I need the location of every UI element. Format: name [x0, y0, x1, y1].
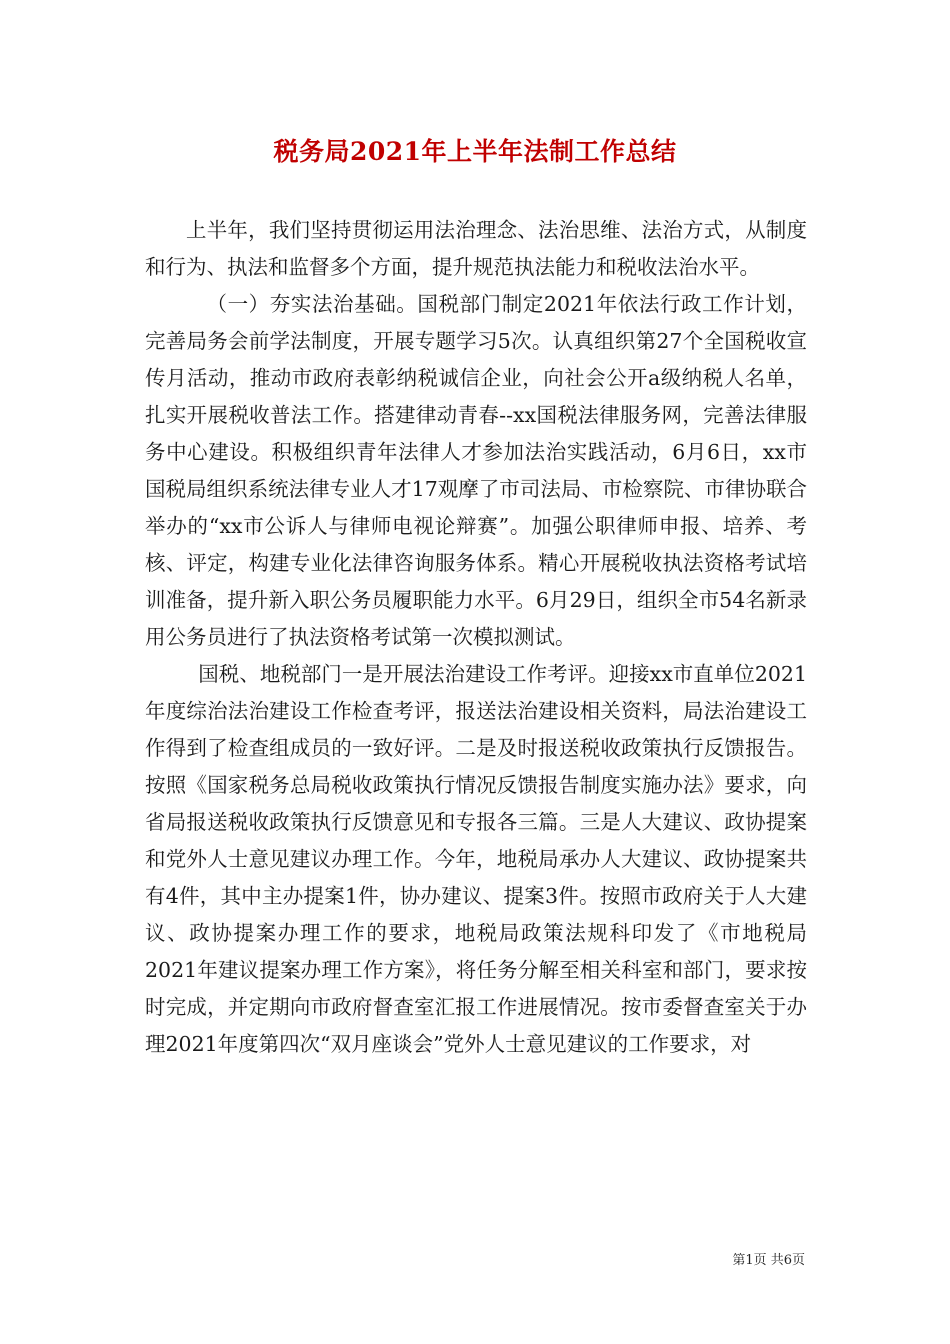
page-number: 第1页 共6页: [732, 1253, 805, 1268]
paragraph-section-2: 国税、地税部门一是开展法治建设工作考评。迎接xx市直单位2021年度综治法治建设工作检查考评，报送法治建设相关资料，局法治建设工作得到了检查组成员的一致好评。二是及时报送税收政策执行反馈报告。按照《国家税务总局税收政策执行情况反馈报告制度实施办法》要求，向省局报送税收政策执行反馈意见和专报各三篇。三是人大建议、政协提案和党外人士意见建议办理工作。今年，地税局承办人大建议、政协提案共有4件，其中主办提案1件，协办建议、提案3件。按照市政府关于人大建议、政协提案办理工作的要求，地税局政策法规科印发了《市地税局2021年建议提案办理工作方案》，将任务分解至相关科室和部门，要求按时完成，并定期向市政府督查室汇报工作进展情况。按市委督查室关于办理2021年度第四次“双月座谈会”党外人士意见建议的工作要求，对: [145, 662, 807, 1056]
paragraph-section-1: （一）夯实法治基础。国税部门制定2021年依法行政工作计划，完善局务会前学法制度，开展专题学习5次。认真组织第27个全国税收宣传月活动，推动市政府表彰纳税诚信企业，向社会公开a级纳税人名单，扎实开展税收普法工作。搭建律动青春--xx国税法律服务网，完善法律服务中心建设。积极组织青年法律人才参加法治实践活动，6月6日，xx市国税局组织系统法律专业人才17观摩了市司法局、市检察院、市律协联合举办的“xx市公诉人与律师电视论辩赛”。加强公职律师申报、培养、考核、评定，构建专业化法律咨询服务体系。精心开展税收执法资格考试培训准备，提升新入职公务员履职能力水平。6月29日，组织全市54名新录用公务员进行了执法资格考试第一次模拟测试。: [145, 292, 807, 649]
paragraph-intro: 上半年，我们坚持贯彻运用法治理念、法治思维、法治方式，从制度和行为、执法和监督多个方面，提升规范执法能力和税收法治水平。: [145, 218, 807, 279]
document-title: 税务局2021年上半年法制工作总结: [273, 137, 677, 166]
document-body: [145, 212, 807, 1063]
